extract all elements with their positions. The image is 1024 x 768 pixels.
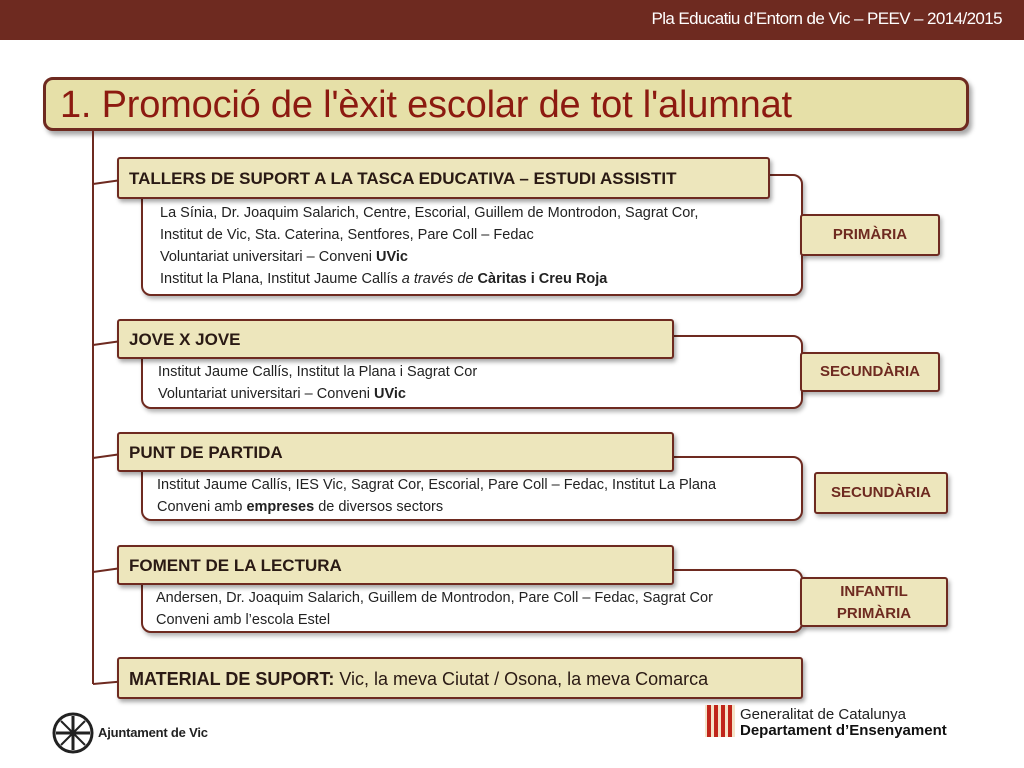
line-text: Voluntariat universitari – Conveni [158,386,375,402]
main-title: 1. Promoció de l'èxit escolar de tot l'alumnat [60,84,792,126]
section-heading-jove [117,319,674,359]
section-line: Institut Jaume Callís, IES Vic, Sagrat Cor, Escorial, Pare Coll – Fedac, Institut La Plana [157,477,717,493]
section-heading-text: JOVE X JOVE [129,330,241,349]
line-text-bold: UVic [376,249,408,265]
level-badge-infantil-primaria [800,577,948,627]
connector-vertical-line [92,131,94,684]
section-line: La Sínia, Dr. Joaquim Salarich, Centre, Escorial, Guillem de Montrodon, Sagrat Cor, [160,205,699,221]
section-line: Andersen, Dr. Joaquim Salarich, Guillem de Montrodon, Pare Coll – Fedac, Sagrat Cor [156,590,713,606]
section-line [157,496,443,518]
line-text: Institut la Plana, Institut Jaume Callís [160,271,402,287]
level-badge-primaria [800,214,940,256]
section-line: Conveni amb l’escola Estel [156,612,331,628]
level-badge-secundaria [814,472,948,514]
line-text-bold: empreses [246,499,315,515]
level-label: SECUNDÀRIA [830,484,931,501]
section-heading-tallers [117,157,770,199]
connector-tick [93,179,120,185]
section-heading-text: FOMENT DE LA LECTURA [129,556,342,575]
connector-tick [93,681,120,685]
material-text: Vic, la meva Ciutat / Osona, la meva Comarca [334,669,709,689]
footer-departament-text: Departament d’Ensenyament [740,722,947,739]
generalitat-logo [705,705,735,737]
top-bar [0,0,1024,40]
line-text: de diversos sectors [314,499,444,515]
level-badge-secundaria [800,352,940,392]
ajuntament-de-vic-logo [52,712,94,754]
material-de-suport-box [117,657,803,699]
main-title-box [43,77,969,131]
connector-tick [93,567,120,573]
level-label: PRIMÀRIA [832,226,908,243]
level-label: SECUNDÀRIA [819,363,920,380]
line-text-bold: Càritas i Creu Roja [473,271,608,287]
footer-ajuntament-text: Ajuntament de Vic [98,725,208,740]
section-line: Institut de Vic, Sta. Caterina, Sentfores, Pare Coll – Fedac [160,227,534,243]
section-heading-foment [117,545,674,585]
section-line [160,268,607,290]
section-heading-text: PUNT DE PARTIDA [129,443,283,462]
level-label: INFANTIL [840,583,908,600]
section-heading-punt [117,432,674,472]
section-heading-text: TALLERS DE SUPORT A LA TASCA EDUCATIVA – ESTUDI ASSISTIT [129,169,677,188]
line-text: Voluntariat universitari – Conveni [160,249,377,265]
connector-tick [93,453,120,459]
document-header-title: Pla Educatiu d’Entorn de Vic – PEEV – 2014/2015 [651,9,1002,28]
level-label: PRIMÀRIA [836,605,912,622]
line-text-bold: UVic [374,386,406,402]
connector-tick [93,340,120,346]
footer-generalitat-text: Generalitat de Catalunya [740,706,906,723]
line-text-italic: a través de [401,271,474,287]
line-text: Conveni amb [157,499,247,515]
section-line: Institut Jaume Callís, Institut la Plana i Sagrat Cor [158,364,478,380]
section-line [158,383,406,405]
material-label: MATERIAL DE SUPORT: [129,669,335,689]
section-line [160,246,408,268]
